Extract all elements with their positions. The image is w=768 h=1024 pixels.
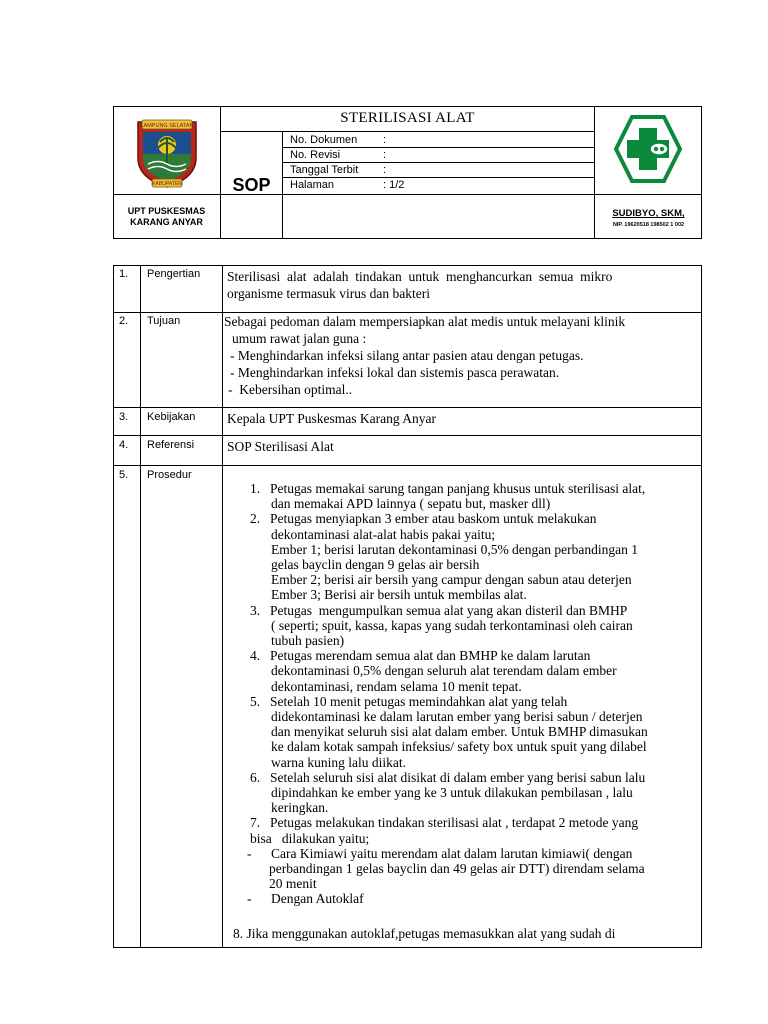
procedure-line [271, 587, 527, 602]
procedure-text: Petugas merendam semua alat dan BMHP ke dalam larutan [270, 648, 591, 664]
section-label-pengertian: Pengertian [147, 268, 201, 280]
puskesmas-logo-icon [612, 113, 684, 185]
procedure-text: gelas bayclin dengan 9 gelas air bersih [271, 557, 480, 572]
procedure-text: dan memakai APD lainnya ( sepatu but, masker dll) [271, 496, 551, 512]
signatory-name: SUDIBYO, SKM, [612, 208, 685, 219]
procedure-line [271, 785, 633, 800]
section-content-pengertian: Sterilisasi alat adalah tindakan untuk menghancurkan semua mikro organisme termasuk virus dan bakteri [227, 269, 613, 301]
procedure-text: dekontaminasi 0,5% dengan seluruh alat terendam dalam ember [271, 663, 617, 679]
procedure-line [271, 557, 479, 572]
procedure-line [269, 876, 317, 891]
procedure-number: 4. [250, 648, 261, 664]
section-content-kebijakan: Kepala UPT Puskesmas Karang Anyar [227, 411, 436, 426]
procedure-line [250, 831, 369, 846]
section-number: 5. [119, 469, 129, 481]
procedure-text: Cara Kimiawi yaitu merendam alat dalam larutan kimiawi( dengan [271, 845, 633, 861]
procedure-line [247, 846, 632, 861]
procedure-text: ( seperti; spuit, kassa, kapas yang sudah terkontaminasi oleh cairan [271, 617, 633, 633]
section-label-referensi: Referensi [147, 439, 195, 451]
procedure-line [271, 633, 344, 648]
procedure-text: didekontaminasi ke dalam larutan ember yang berisi sabun / deterjen [271, 709, 643, 724]
meta-row-issue-date: Tanggal Terbit : [290, 164, 387, 176]
procedure-line [233, 926, 615, 941]
procedure-text: bisa dilakukan yaitu; [250, 830, 370, 846]
meta-row-page: Halaman : 1/2 [290, 179, 405, 191]
procedure-text: Ember 3; Berisi air bersih untuk membilas alat. [271, 587, 527, 603]
procedure-line [250, 770, 645, 785]
procedure-text: Dengan Autoklaf [271, 891, 364, 907]
procedure-text: keringkan. [271, 800, 329, 816]
procedure-text: dekontaminasi alat-alat habis pakai yaitu; [271, 526, 496, 542]
procedure-line [250, 648, 590, 663]
procedure-text: Ember 2; berisi air bersih yang campur dengan sabun atau deterjen [271, 572, 632, 588]
procedure-text: Ember 1; berisi larutan dekontaminasi 0,5% dengan perbandingan 1 [271, 541, 639, 557]
procedure-number: 5. [250, 693, 261, 709]
procedure-text: ke dalam kotak sampah infeksius/ safety box untuk spuit yang dilabel [271, 739, 647, 755]
procedure-line [271, 572, 632, 587]
procedure-line [250, 603, 627, 618]
procedure-text: Setelah seluruh sisi alat disikat di dalam ember yang berisi sabun lalu [270, 769, 646, 785]
procedure-text: 8. Jika menggunakan autoklaf,petugas memasukkan alat yang sudah di [233, 925, 616, 941]
procedure-line [271, 663, 617, 678]
procedure-line [271, 679, 522, 694]
section-content-tujuan: Sebagai pedoman dalam mempersiapkan alat medis untuk melayani klinik umum rawat jalan guna : - Menghindarkan infeksi silang antar pasien atau dengan petugas. - Menghindarkan infeksi lokal dan sistemis pasca perawatan. - Kebersihan optimal.. [224, 314, 626, 397]
procedure-text: Petugas melakukan tindakan sterilisasi alat , terdapat 2 metode yang [270, 815, 639, 831]
procedure-line [271, 542, 638, 557]
procedure-line [250, 481, 645, 496]
meta-row-revision: No. Revisi : [290, 149, 387, 161]
procedure-line [271, 755, 406, 770]
procedure-text: dan menyikat seluruh sisi alat dalam ember. Untuk BMHP dimasukan [271, 724, 648, 740]
section-number: 1. [119, 268, 129, 280]
procedure-number: 6. [250, 769, 261, 785]
procedure-line [250, 815, 638, 830]
procedure-line [271, 724, 648, 739]
procedure-text: tubuh pasien) [271, 633, 345, 648]
section-content-referensi: SOP Sterilisasi Alat [227, 439, 334, 454]
procedure-text: Petugas menyiapkan 3 ember atau baskom untuk melakukan [270, 511, 597, 527]
procedure-text: dekontaminasi, rendam selama 10 menit tepat. [271, 678, 522, 694]
procedure-text: perbandingan 1 gelas bayclin dan 49 gelas air DTT) direndam selama [269, 861, 645, 876]
procedure-line [250, 694, 567, 709]
section-number: 2. [119, 315, 129, 327]
procedure-text: Petugas memakai sarung tangan panjang khusus untuk sterilisasi alat, [270, 481, 646, 496]
procedure-text: warna kuning lalu diikat. [271, 754, 406, 770]
sop-label: SOP [232, 175, 271, 195]
procedure-number: 3. [250, 602, 261, 618]
procedure-text: Petugas mengumpulkan semua alat yang akan disteril dan BMHP [270, 602, 628, 618]
procedure-line [250, 511, 597, 526]
procedure-number: 1. [250, 481, 261, 496]
procedure-line [269, 861, 645, 876]
meta-row-document-number: No. Dokumen : [290, 134, 387, 146]
svg-text:LAMPUNG SELATAN: LAMPUNG SELATAN [140, 123, 194, 129]
procedure-number: 2. [250, 511, 261, 527]
procedure-text: 20 menit [269, 876, 317, 892]
procedure-line [247, 891, 364, 906]
section-number: 4. [119, 439, 129, 451]
procedure-line [271, 618, 633, 633]
procedure-number: 7. [250, 815, 261, 831]
regency-crest-icon [128, 112, 206, 190]
section-label-tujuan: Tujuan [147, 315, 181, 327]
procedure-text: dipindahkan ke ember yang ke 3 untuk dilakukan pembilasan , lalu [271, 785, 633, 800]
procedure-line [271, 739, 647, 754]
section-number: 3. [119, 411, 129, 423]
signatory-nip: NIP. 19620518 198502 1 002 [612, 222, 685, 228]
procedure-number: - [247, 845, 252, 861]
procedure-number: - [247, 891, 252, 907]
document-title: STERILISASI ALAT [340, 110, 475, 126]
procedure-line [271, 496, 550, 511]
section-label-prosedur: Prosedur [147, 469, 192, 481]
svg-text:KABUPATEN: KABUPATEN [152, 181, 182, 187]
procedure-line [271, 800, 328, 815]
organization-name: UPT PUSKESMAS KARANG ANYAR [127, 206, 206, 227]
procedure-line [271, 709, 643, 724]
procedure-line [271, 527, 495, 542]
procedure-text: Setelah 10 menit petugas memindahkan alat yang telah [270, 693, 568, 709]
section-label-kebijakan: Kebijakan [147, 411, 196, 423]
